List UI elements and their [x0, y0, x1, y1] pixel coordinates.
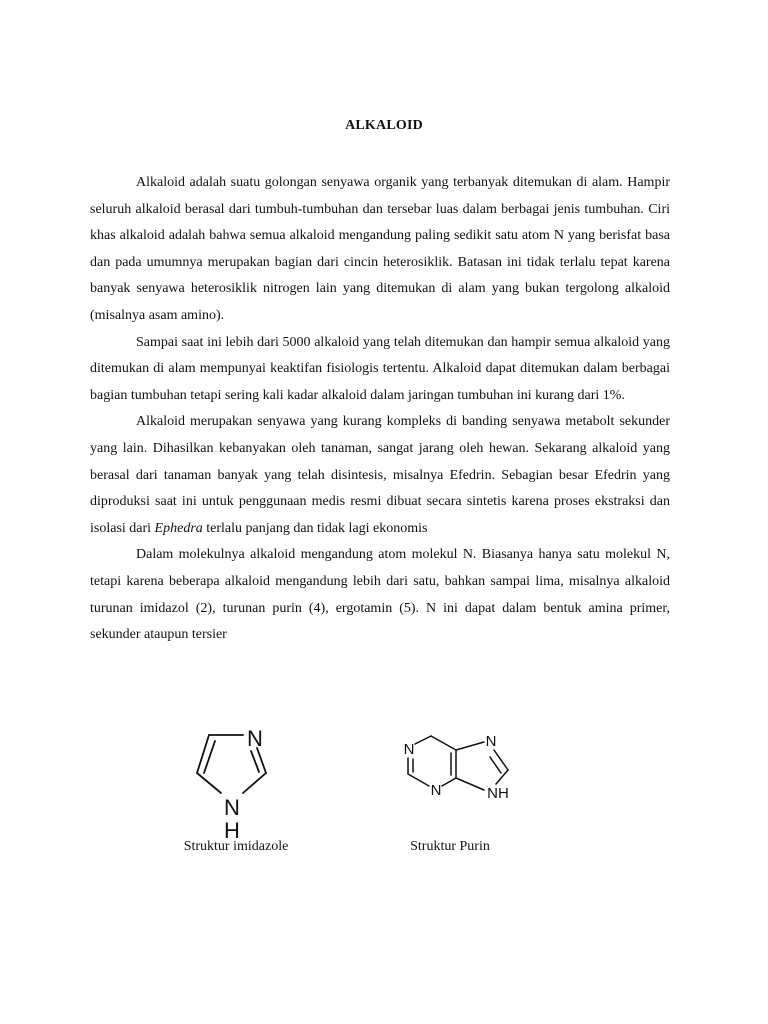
imidazole-bond	[197, 735, 209, 773]
figures	[0, 710, 768, 870]
purine-bond	[496, 770, 508, 784]
paragraph-1: Alkaloid adalah suatu golongan senyawa organik yang terbanyak ditemukan di alam. Hampir seluruh alkaloid berasal dari tumbuh-tumbuhan dan tersebar luas dalam berbagai jenis tumbuhan. Ciri khas alkaloid adalah bahwa semua alkaloid mengandung paling sedikit satu atom N yang berisfat basa dan pada umumnya merupakan bagian dari cincin heterosiklik. Batasan ini tidak terlalu tepat karena banyak senyawa heterosiklik nitrogen lain yang ditemukan di alam yang bukan tergolong alkaloid (misalnya asam amino).	[90, 175, 670, 323]
paragraph-4: Dalam molekulnya alkaloid mengandung atom molekul N. Biasanya hanya satu molekul N, tetapi karena beberapa alkaloid mengandung lebih dari satu, bahkan sampai lima, misalnya alkaloid turunan imidazol (2), turunan purin (4), ergotamin (5). N ini dapat dalam bentuk amina primer, sekunder ataupun tersier	[90, 547, 670, 643]
purine-atom-n3: N	[430, 782, 442, 799]
paragraph-3-text: Alkaloid merupakan senyawa yang kurang kompleks di banding senyawa metabolt sekunder yang lain. Dihasilkan kebanyakan oleh tanaman, sangat jarang oleh hewan. Sekarang alkaloid yang berasal dari tanaman banyak yang telah disintesis, misalnya Efedrin. Sebagian besar Efedrin yang diproduksi saat ini untuk penggunaan medis resmi dibuat secara sintetis karena proses ekstraksi dan isolasi dari	[90, 414, 670, 536]
purine-bond	[442, 778, 456, 786]
purine-structure	[398, 728, 518, 808]
paragraph-3	[90, 409, 670, 542]
purine-bond	[408, 774, 429, 786]
ephedra-italic: Ephedra	[154, 520, 203, 536]
purine-caption: Struktur Purin	[410, 839, 490, 854]
paragraph-3-end: terlalu panjang dan tidak lagi ekonomis	[202, 520, 428, 536]
purine-bond	[456, 778, 484, 790]
purine-atom-n1: N	[403, 741, 415, 758]
imidazole-caption: Struktur imidazole	[183, 839, 289, 854]
imidazole-atom-n-top: N	[247, 726, 263, 751]
purine-atom-nh9: NH	[487, 785, 509, 802]
purine-bond	[415, 736, 431, 744]
purine-bond	[456, 742, 484, 750]
purine-atom-n7: N	[485, 733, 497, 750]
imidazole-structure	[185, 720, 295, 845]
imidazole-atom-n-bottom: N	[224, 795, 240, 820]
paragraph-2: Sampai saat ini lebih dari 5000 alkaloid yang telah ditemukan dan hampir semua alkaloid yang ditemukan di alam mempunyai keaktifan fisiologis tertentu. Alkaloid dapat ditemukan dalam berbagai bagian tumbuhan tetapi sering kali kadar alkaloid dalam jaringan tumbuhan ini kurang dari 1%.	[90, 334, 670, 403]
imidazole-bond	[243, 773, 266, 793]
imidazole-atom-h: H	[224, 818, 240, 843]
imidazole-bond	[251, 751, 259, 772]
purine-bond	[490, 757, 501, 773]
purine-bond	[431, 736, 456, 750]
imidazole-bond	[197, 773, 221, 793]
document-title: ALKALOID	[345, 118, 423, 133]
document-body	[90, 170, 670, 649]
